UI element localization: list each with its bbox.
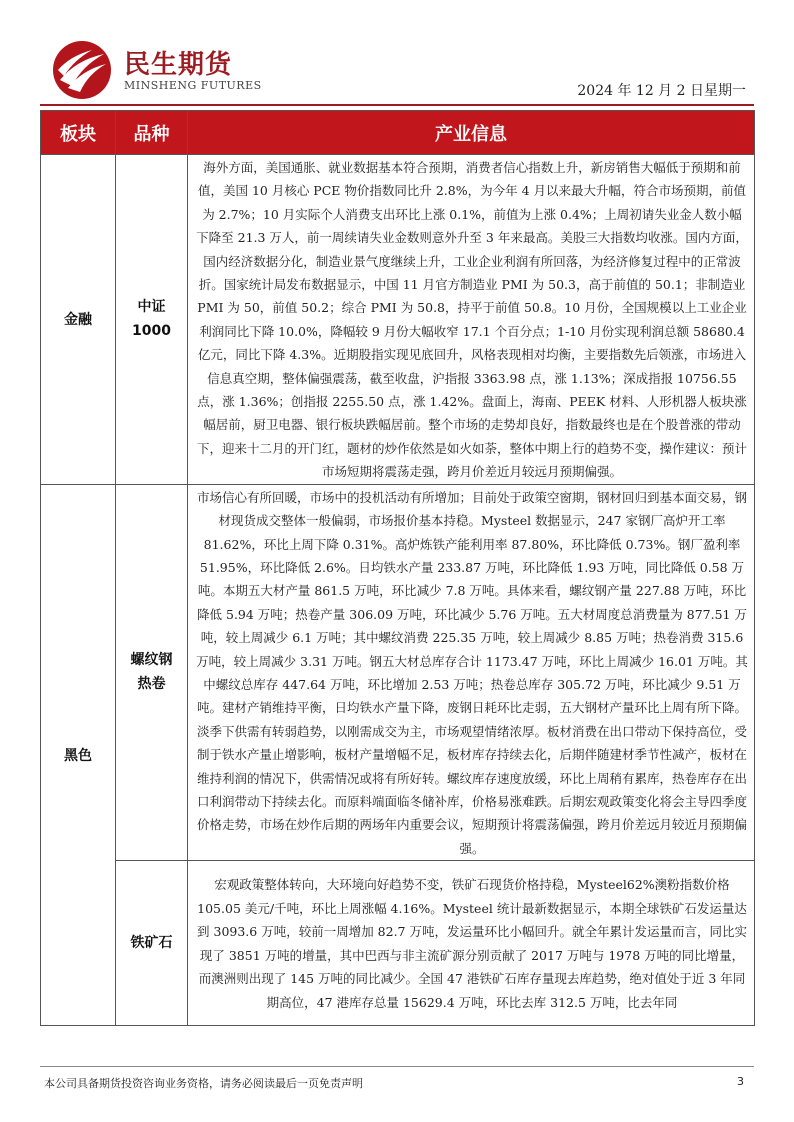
report-date: 2024 年 12 月 2 日星期一: [577, 83, 746, 99]
info-cell: [188, 484, 755, 861]
logo-english-name: MINSHENG FUTURES: [124, 79, 262, 92]
table-header-row: [41, 111, 755, 155]
info-cell: [188, 155, 755, 485]
disclaimer-note: 本公司具备期货投资咨询业务资格，请务必阅读最后一页免责声明: [44, 1077, 363, 1090]
logo-chinese-name: 民生期货: [124, 50, 233, 80]
footer-divider: [40, 1066, 754, 1067]
info-cell: [188, 861, 755, 1026]
table-row: [41, 484, 755, 861]
board-cell: 金融: [41, 155, 116, 485]
industry-info-table: [40, 110, 755, 1026]
page-header: [40, 36, 754, 102]
variety-line: 1000: [132, 323, 171, 340]
info-text: 市场信心有所回暖，市场中的投机活动有所增加；目前处于政策空窗期，钢材回归到基本面交易，钢材现货成交整体一般偏弱，市场报价基本持稳。Mysteel 数据显示，247 家钢厂高炉开工率 81.62%，环比上周下降 0.31%。高炉炼铁产能利用率 87.80%，环比降低 0.73%。钢厂盈利率 51.95%，环比降低 2.6%。日均铁水产量 233.87 万吨，环比降低 1.93 万吨，同比降低 0.58 万吨。本期五大材产量 861.5 万吨，环比减少 7.8 万吨。具体来看，螺纹钢产量 227.88 万吨，环比降低 5.94 万吨；热卷产量 306.09 万吨，环比减少 5.76 万吨。五大材周度总消费量为 877.51 万吨，较上周减少 6.1 万吨；其中螺纹消费 225.35 万吨，较上周减少 8.85 万吨；热卷消费 315.6 万吨，较上周减少 3.31 万吨。钢五大材总库存合计 1173.47 万吨，环比上周减少 16.01 万吨。其中螺纹总库存 447.64 万吨，环比增加 2.53 万吨；热卷总库存 305.72 万吨，环比减少 9.51 万吨。建材产销维持平衡，日均铁水产量下降，废钢日耗环比走弱，五大钢材产量环比上周有所下降。淡季下供需有转弱趋势，以刚需成交为主，市场观望情绪浓厚。板材消费在出口带动下保持高位，受制于铁水产量止增影响，板材产量增幅不足，板材库存持续去化，后期伴随建材季节性减产，板材在维持利润的情况下，供需情况或将有所好转。螺纹库存速度放缓，环比上周稍有累库，热卷库存在出口利润带动下持续去化。而原料端面临冬储补库，价格易涨难跌。后期宏观政策变化将会主导四季度价格走势，市场在炒作后期的两场年内重要会议，短期预计将震荡偏强，跨月价差远月较近月预期偏强。: [196, 489, 748, 856]
variety-cell: [116, 861, 188, 1026]
board-cell: 黑色: [41, 484, 116, 1026]
page-number: 3: [737, 1075, 744, 1088]
variety-line: 中证: [137, 299, 166, 316]
variety-cell: [116, 155, 188, 485]
info-text: 海外方面，美国通胀、就业数据基本符合预期，消费者信心指数上升，新房销售大幅低于预期和前值，美国 10 月核心 PCE 物价指数同比升 2.8%，为今年 4 月以来最大升幅，符合市场预期，前值为 2.7%；10 月实际个人消费支出环比上涨 0.1%，前值为上涨 0.4%；上周初请失业金人数小幅下降至 21.3 万人，前一周续请失业金数则意外升至 3 年来最高。美股三大指数均收涨。国内方面，国内经济数据分化，制造业景气度继续上升，工业企业利润有所回落，为经济修复过程中的正常波折。国家统计局发布数据显示，中国 11 月官方制造业 PMI 为 50.3，高于前值的 50.1；非制造业 PMI 为 50，前值 50.2；综合 PMI 为 50.8，持平于前值 50.8。10 月份，全国规模以上工业企业利润同比下降 10.0%，降幅较 9 月份大幅收窄 17.1 个百分点；1-10 月份实现利润总额 58680.4 亿元，同比下降 4.3%。近期股指实现见底回升，风格表现相对均衡，主要指数先后领涨，市场进入信息真空期，整体偏强震荡，截至收盘，沪指报 3363.98 点，涨 1.13%；深成指报 10756.55 点，涨 1.36%；创指报 2255.50 点，涨 1.42%。盘面上，海南、PEEK 材料、人形机器人板块涨幅居前，厨卫电器、银行板块跌幅居前。整个市场的走势却良好，指数最终也是在个股普涨的带动下，迎来十二月的开门红，题材的炒作依然是如火如荼，整体中期上行的趋势不变，操作建议：预计市场短期将震荡走强，跨月价差近月较远月预期偏强。: [196, 160, 748, 480]
table-row: [41, 861, 755, 1026]
variety-line: 铁矿石: [130, 935, 173, 952]
table-row: [41, 155, 755, 485]
variety-cell: [116, 484, 188, 861]
variety-line: 螺纹钢: [130, 652, 173, 669]
minsheng-logo-icon: [52, 40, 112, 100]
header-board: 板块: [41, 111, 116, 155]
header-variety: 品种: [116, 111, 188, 155]
info-text: 宏观政策整体转向，大环境向好趋势不变，铁矿石现货价格持稳，Mysteel62%澳粉指数价格 105.05 美元/千吨，环比上周涨幅 4.16%。Mysteel 统计最新数据显示，本期全球铁矿石发运量达到 3093.6 万吨，较前一周增加 82.7 万吨，发运量环比小幅回升。就全年累计发运量而言，同比实现了 3851 万吨的增量，其中巴西与非主流矿源分别贡献了 2017 万吨与 1978 万吨的同比增量，而澳洲则出现了 145 万吨的同比减少。全国 47 港铁矿石库存量现去库趋势，绝对值处于近 3 年同期高位，47 港库存总量 15629.4 万吨，环比去库 312.5 万吨，比去年同: [197, 877, 747, 1010]
header-divider: [40, 104, 754, 106]
variety-line: 热卷: [137, 676, 166, 693]
header-industry-info: 产业信息: [188, 111, 755, 155]
